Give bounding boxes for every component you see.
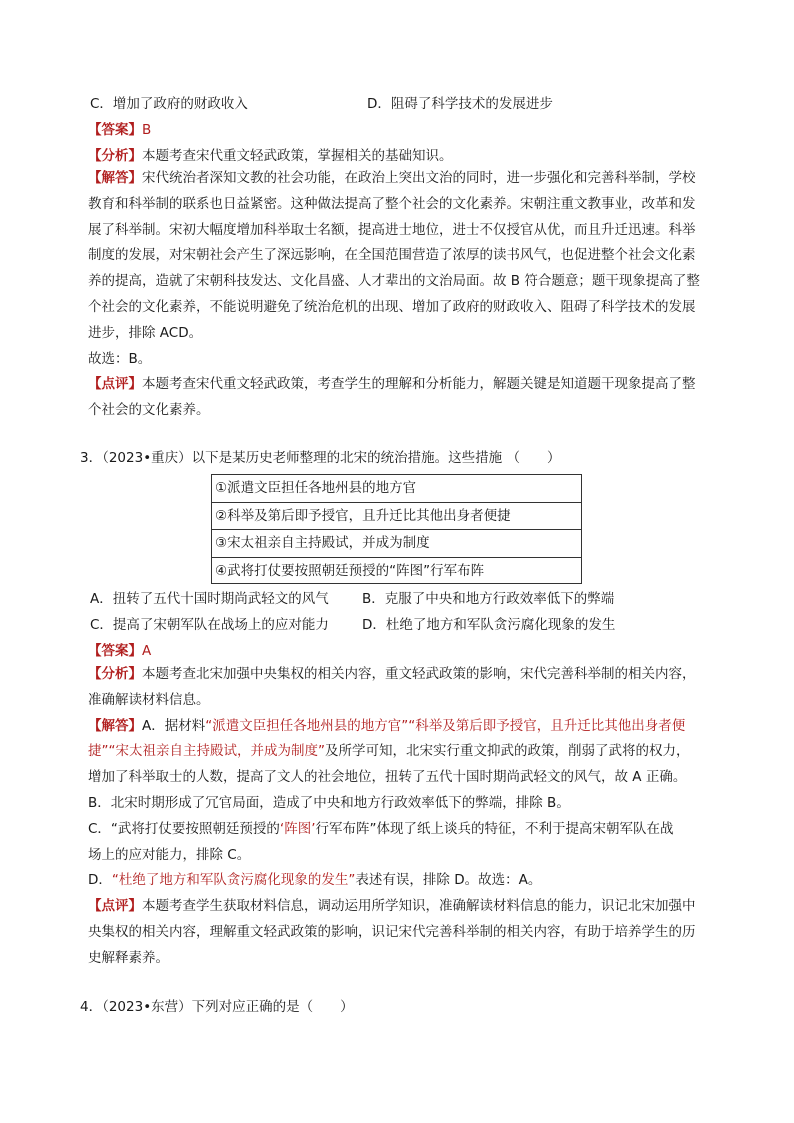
solution-line: 宋代统治者深知文教的社会功能，在政治上突出文治的同时，进一步强化和完善科举制，学校 — [142, 170, 696, 186]
solution-a-quote: “派遣文臣担任各地州县的地方官”“科举及第后即予授官，且升迁比其他出身者便 — [205, 717, 686, 734]
measures-table — [211, 474, 582, 584]
q3-option-a: A．扭转了五代十国时期尚武轻文的风气 — [90, 591, 329, 607]
solution-line: 教育和科举制的联系也日益紧密。这种做法提高了整个社会的文化素养。宋朝注重文教事业，改革和发 — [88, 195, 696, 212]
solution-line: 个社会的文化素养，不能说明避免了统治危机的出现、增加了政府的财政收入、阻碍了科学技术的发展 — [88, 298, 696, 315]
q3-stem — [80, 448, 560, 468]
solution-d-prefix: D． — [88, 872, 112, 889]
measure-item: ②科举及第后即予授官，且升迁比其他出身者便捷 — [212, 503, 581, 531]
measure-item: ③宋太祖亲自主持殿试，并成为制度 — [212, 530, 581, 558]
solution-c-prefix: C．“武将打仗要按照朝廷预授的 — [88, 820, 280, 837]
solution-line: 展了科举制。宋初大幅度增加科举取士名额，提高进士地位，进士不仅授官从优，而且升迁迅速。科举 — [88, 221, 696, 238]
comment-line: 史解释素养。 — [88, 949, 169, 966]
comment-tag: 【点评】 — [88, 898, 142, 915]
question-source: （2023•东营） — [102, 999, 192, 1015]
q3-option-c: C．提高了宋朝军队在战场上的应对能力 — [90, 617, 329, 633]
comment-line: 本题考查学生获取材料信息，调动运用所学知识，准确解读材料信息的能力，识记北宋加强中 — [142, 898, 696, 915]
analysis-line: 准确解读材料信息。 — [88, 691, 210, 708]
solution-d-text: 表述有误，排除 D。故选：A。 — [355, 872, 542, 889]
q2-option-c: C．增加了政府的财政收入 — [90, 96, 248, 112]
analysis-tag: 【分析】 — [88, 148, 142, 164]
comment-line: 央集权的相关内容，理解重文轻武政策的影响，识记宋代完善科举制的相关内容，有助于培养学生的历 — [88, 923, 696, 940]
solution-tag: 【解答】 — [88, 717, 142, 734]
solution-d-quote: “杜绝了地方和军队贪污腐化现象的发生” — [111, 872, 356, 889]
solution-line: 养的提高，造就了宋朝科技发达、文化昌盛、人才辈出的文治局面。故 B 符合题意；题干现象提高了整 — [88, 273, 700, 290]
q2-answer — [88, 120, 151, 140]
solution-line: 制度的发展，对宋朝社会产生了深远影响，在全国范围营造了浓厚的读书风气，也促进整个社会文化素 — [88, 247, 696, 264]
solution-a-text: 增加了科举取士的人数，提高了文人的社会地位，扭转了五代十国时期尚武轻文的风气，故 A 正确。 — [88, 769, 687, 786]
solution-a-quote: 捷”“宋太祖亲自主持殿试，并成为制度” — [88, 743, 325, 760]
solution-a-prefix: A．据材料 — [142, 717, 206, 734]
q3-option-d: D．杜绝了地方和军队贪污腐化现象的发生 — [362, 617, 616, 633]
q3-option-b: B．克服了中央和地方行政效率低下的弊端 — [362, 591, 615, 607]
solution-b-text: B．北宋时期形成了冗官局面，造成了中央和地方行政效率低下的弊端，排除 B。 — [88, 794, 570, 811]
solution-a-text: 及所学可知，北宋实行重文抑武的政策，削弱了武将的权力， — [324, 743, 690, 760]
solution-c-text: 场上的应对能力，排除 C。 — [88, 846, 251, 863]
measure-item: ④武将打仗要按照朝廷预授的“阵图”行军布阵 — [215, 562, 485, 579]
q3-explanation — [88, 662, 748, 972]
comment-line: 个社会的文化素养。 — [88, 402, 210, 419]
analysis-tag: 【分析】 — [88, 666, 142, 682]
answer-tag: 【答案】 — [88, 643, 142, 659]
solution-tag: 【解答】 — [88, 170, 142, 186]
solution-line: 进步，排除 ACD。 — [88, 324, 203, 341]
answer-value: B — [142, 122, 152, 138]
q2-option-d: D．阻碍了科学技术的发展进步 — [367, 96, 553, 112]
question-text: 下列对应正确的是（ ） — [191, 999, 354, 1015]
question-number: 4． — [80, 999, 103, 1015]
question-text: 以下是某历史老师整理的北宋的统治措施。这些措施 （ ） — [191, 450, 561, 466]
question-number: 3． — [80, 450, 103, 466]
solution-c-quote: ‘阵图’ — [279, 820, 316, 837]
measure-item: ①派遣文臣担任各地州县的地方官 — [212, 475, 581, 503]
analysis-text: 本题考查宋代重文轻武政策，掌握相关的基础知识。 — [142, 148, 453, 164]
solution-c-text: 行军布阵”体现了纸上谈兵的特征，不利于提高宋朝军队在战 — [315, 820, 674, 837]
comment-tag: 【点评】 — [88, 376, 142, 393]
choice-line: 故选：B。 — [88, 350, 152, 367]
answer-value: A — [142, 643, 152, 659]
answer-tag: 【答案】 — [88, 122, 142, 138]
q3-answer — [88, 641, 151, 661]
comment-line: 本题考查宋代重文轻武政策，考查学生的理解和分析能力，解题关键是知道题干现象提高了整 — [142, 376, 696, 393]
q4-stem — [80, 997, 354, 1017]
analysis-line: 本题考查北宋加强中央集权的相关内容，重文轻武政策的影响，宋代完善科举制的相关内容， — [142, 666, 696, 682]
q2-analysis — [88, 146, 453, 166]
q2-solution — [88, 166, 748, 424]
question-source: （2023•重庆） — [102, 450, 192, 466]
